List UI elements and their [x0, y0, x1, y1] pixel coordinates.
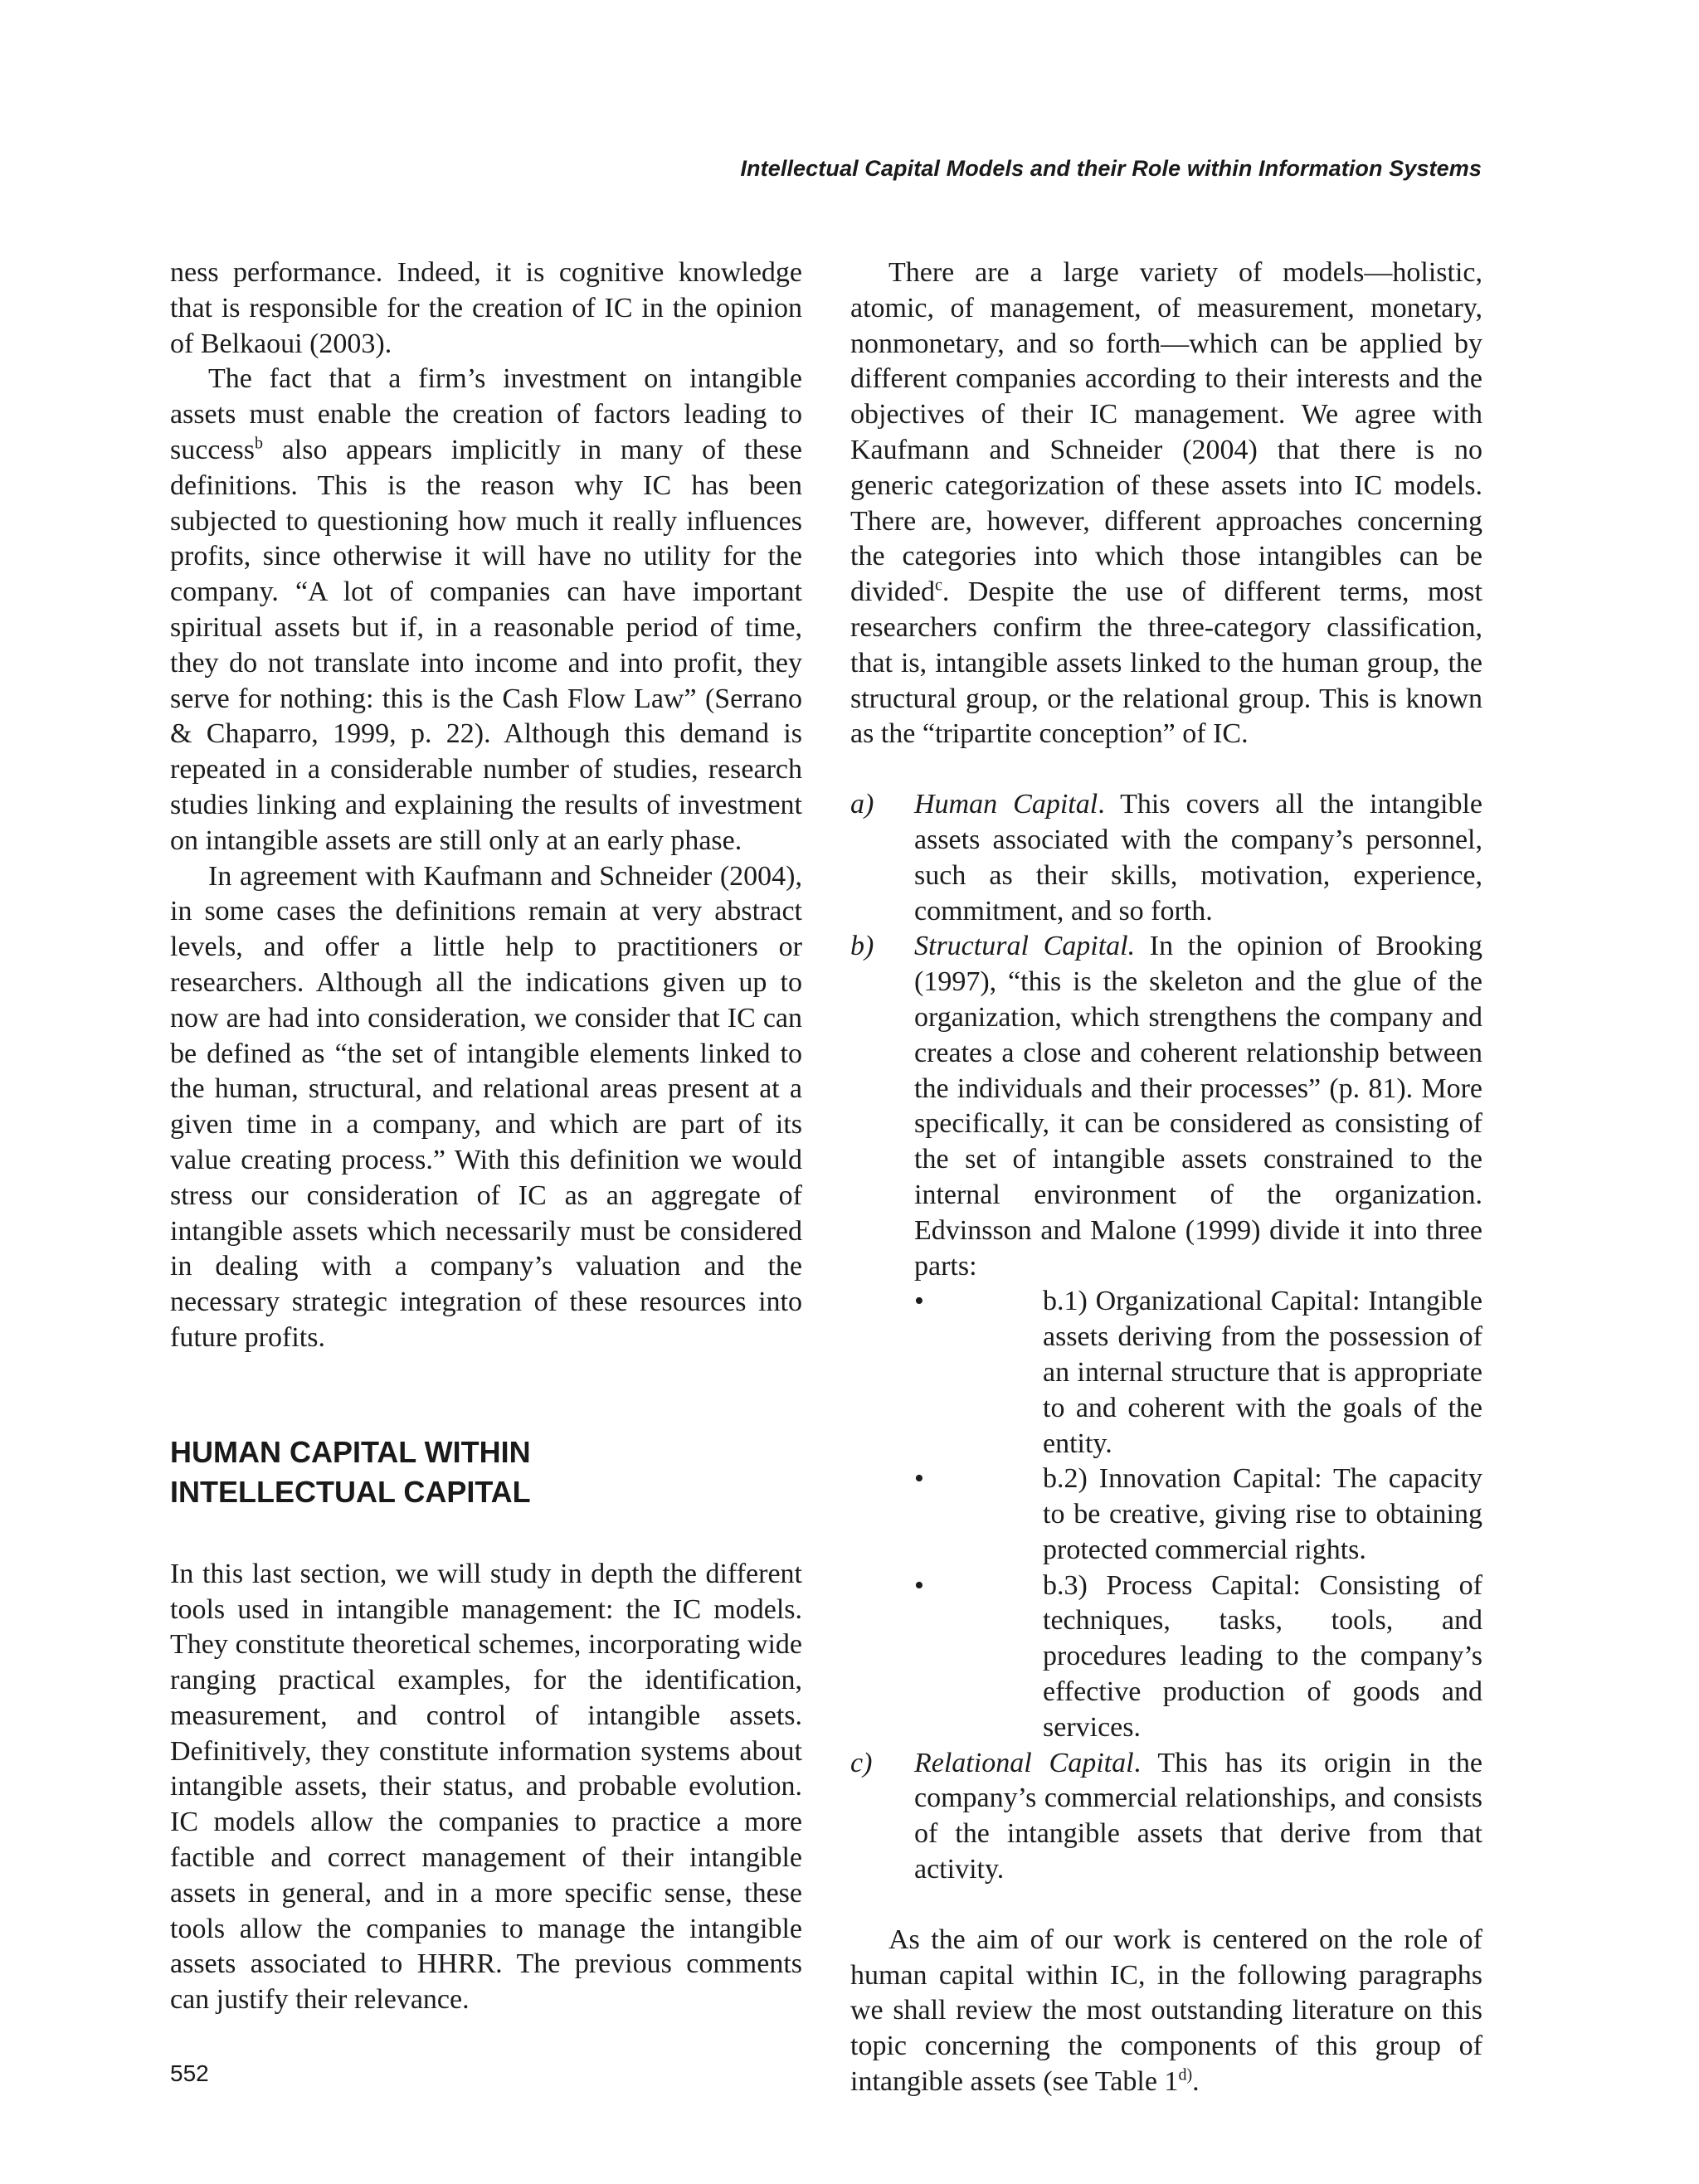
- page-number: 552: [170, 2060, 209, 2086]
- list-marker: b): [850, 931, 874, 962]
- paragraph-section-intro: In this last section, we will study in depth the different tools used in intangible management: the IC models. They constitute theoretical schemes, incorporating wide ranging practical examples, for the identification, measurement, and control of intangible assets. Definitively, they constitute information systems about intangible assets, their status, and probable evolution. IC models allow the companies to practice a more factible and correct management of their intangible assets in general, and in a more specific sense, these tools allow the companies to manage the intangible assets associated to HHRR. The previous comments can justify their relevance.: [170, 1558, 802, 2016]
- list-item-human-capital: a) Human Capital. This covers all the intangible assets associated with the company’s personnel, such as their skills, motivation, experience, commitment, and so forth.: [850, 789, 1483, 927]
- right-column: [850, 255, 1482, 2100]
- list-marker: c): [850, 1747, 873, 1778]
- paragraph-definition: In agreement with Kaufmann and Schneider (2004), in some cases the definitions remain at very abstract levels, and offer a little help to practitioners or researchers. Although all the indications given up to now are had into consideration, we consider that IC can be defined as “the set of intangible elements linked to the human, structural, and relational areas present at a given time in a company, and which are part of its value creating process.” With this definition we would stress our consideration of IC as an aggregate of intangible assets which necessarily must be considered in dealing with a company’s valuation and the necessary strategic integration of these resources into future profits.: [170, 860, 802, 1353]
- footnote-marker-b: b: [254, 434, 263, 453]
- sub-item-process-capital: • b.3) Process Capital: Consisting of techniques, tasks, tools, and procedures leading to the company’s effective production of goods and services.: [914, 1569, 1482, 1743]
- paragraph-models: There are a large variety of models—holistic, atomic, of management, of measurement, monetary, nonmonetary, and so forth—which can be applied by different companies according to their interests and the objectives of their IC management. We agree with Kaufmann and Schneider (2004) that there is no generic categorization of these assets into IC models. There are, however, different approaches concerning the categories into which those intangibles can be divided$^c$. Despite the use of different terms, most researchers confirm the three-category classification, that is, intangible assets linked to the human group, the structural group, or the relational group. This is known as the “tripartite conception” of IC.: [850, 257, 1482, 750]
- bullet-icon: •: [914, 1569, 924, 1601]
- sub-item-organizational-capital: • b.1) Organizational Capital: Intangible assets deriving from the possession of an internal structure that is appropriate to and coherent with the goals of the entity.: [914, 1286, 1482, 1459]
- sub-item-innovation-capital: • b.2) Innovation Capital: The capacity to be creative, giving rise to obtaining protected commercial rights.: [914, 1463, 1482, 1565]
- paragraph-continuation: ness performance. Indeed, it is cognitive knowledge that is responsible for the creation of IC in the opinion of Belkaoui (2003).: [170, 257, 802, 359]
- paragraph-aim: As the aim of our work is centered on the role of human capital within IC, in the following paragraphs we shall review the most outstanding literature on this topic concerning the components of this group of intangible assets (see Table 1$^{d)}$.: [850, 1924, 1482, 2098]
- bullet-icon: •: [914, 1286, 924, 1317]
- list-item-relational-capital: c) Relational Capital. This has its origin in the company’s commercial relationships, and consists of the intangible assets that derive from that activity.: [850, 1747, 1482, 1885]
- footnote-marker-d: d): [1178, 2065, 1193, 2084]
- running-header: Intellectual Capital Models and their Role within Information Systems: [740, 156, 1482, 181]
- bullet-icon: •: [914, 1463, 924, 1495]
- left-column: [170, 255, 802, 2018]
- section-heading: HUMAN CAPITAL WITHIN INTELLECTUAL CAPITAL: [170, 1434, 531, 1509]
- footnote-marker-c: c: [934, 576, 942, 595]
- list-marker: a): [850, 789, 874, 820]
- paragraph-investment: The fact that a firm’s investment on intangible assets must enable the creation of factors leading to success$^b$ also appears implicitly in many of these definitions. This is the reason why IC has been subjected to questioning how much it really influences profits, since otherwise it will have no utility for the company. “A lot of companies can have important spiritual assets but if, in a reasonable period of time, they do not translate into income and into profit, they serve for nothing: this is the Cash Flow Law” (Serrano & Chaparro, 1999, p. 22). Although this demand is repeated in a considerable number of studies, research studies linking and explaining the results of investment on intangible assets are still only at an early phase.: [170, 363, 802, 856]
- capital-list: [850, 787, 1482, 1888]
- list-item-structural-capital: b) Structural Capital. In the opinion of Brooking (1997), “this is the skeleton and the glue of the organization, which strengthens the company and creates a close and coherent relationship between the individuals and their processes” (p. 81). More specifically, it can be considered as consisting of the set of intangible assets constrained to the internal environment of the organization. Edvinsson and Malone (1999) divide it into three parts: • b.1) Organizational Capital: Intangible assets deriving from the possession of an internal structure that is appropriate to and coherent with the goals of the entity. • b.2) Innovation Capital: The capacity to be creative, giving rise to obtaining protected commercial rights. • b.3) Process Capital: Consisting of techniques, tasks, tools, and procedures leading to the company’s effective production of goods and services.: [850, 929, 1482, 1745]
